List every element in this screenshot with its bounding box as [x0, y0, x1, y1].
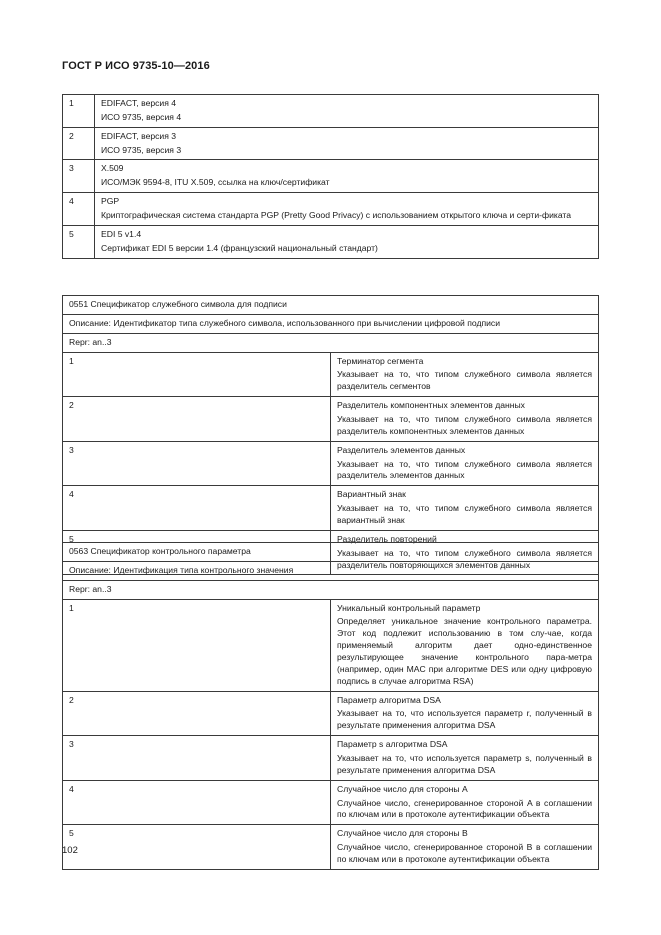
- row-code: 1: [63, 599, 331, 691]
- row-content: [331, 352, 599, 397]
- row-description: Указывает на то, что типом служебного символа является вариантный знак: [337, 503, 592, 526]
- row-term: Уникальный контрольный параметр: [337, 602, 481, 613]
- row-description: Случайное число, сгенерированное стороной A в соглашении по ключам или в протоколе аутентификации объекта: [337, 797, 592, 820]
- row-description: ИСО/МЭК 9594-8, ITU X.509, ссылка на ключ/сертификат: [101, 177, 330, 188]
- row-term: Параметр алгоритма DSA: [337, 694, 441, 705]
- row-term: Случайное число для стороны B: [337, 828, 468, 839]
- row-term: EDIFACT, версия 4: [101, 98, 177, 108]
- row-content: [95, 193, 599, 226]
- row-term: Разделитель повторений: [337, 533, 437, 544]
- row-term: EDIFACT, версия 3: [101, 130, 177, 141]
- element-repr: Repr: an..3: [63, 333, 599, 352]
- row-code: 3: [63, 160, 95, 193]
- row-code: 5: [63, 825, 331, 870]
- element-repr: Repr: an..3: [63, 580, 599, 599]
- element-title: 0551 Спецификатор служебного символа для подписи: [63, 296, 599, 315]
- row-description: Указывает на то, что типом служебного символа является разделитель элементов данных: [337, 458, 592, 481]
- row-content: [331, 441, 599, 486]
- row-term: X.509: [101, 163, 124, 174]
- table-header-row: [63, 333, 599, 352]
- row-content: [95, 160, 599, 193]
- row-code: 2: [63, 691, 331, 736]
- row-content: [95, 95, 599, 128]
- row-code: 2: [63, 127, 95, 160]
- row-term: Разделитель компонентных элементов данных: [337, 400, 525, 411]
- row-content: [95, 127, 599, 160]
- row-term: Разделитель элементов данных: [337, 444, 466, 455]
- table-header-row: [63, 296, 599, 315]
- table-row: [63, 352, 599, 397]
- table-row: [63, 599, 599, 691]
- row-content: [331, 397, 599, 442]
- row-code: 5: [63, 225, 95, 258]
- page-number: 102: [62, 845, 78, 856]
- element-description: Описание: Идентификация типа контрольного значения: [63, 561, 599, 580]
- row-term: Вариантный знак: [337, 489, 406, 500]
- row-code: 4: [63, 486, 331, 531]
- row-description: ИСО 9735, версия 3: [101, 144, 182, 155]
- document-title: ГОСТ Р ИСО 9735-10—2016: [62, 60, 210, 72]
- table-row: [63, 486, 599, 531]
- row-term: PGP: [101, 196, 120, 207]
- row-content: [331, 780, 599, 825]
- row-description: Случайное число, сгенерированное стороной B в соглашении по ключам или в протоколе аутентификации объекта: [337, 842, 592, 865]
- row-code: 3: [63, 441, 331, 486]
- row-term: Случайное число для стороны A: [337, 783, 468, 794]
- row-description: Указывает на то, что используется параметр s, полученный в результате применения алгоритма DSA: [337, 753, 592, 775]
- row-description: Определяет уникальное значение контрольного параметра. Этот код подлежит использованию в том слу-чае, когда применяемый алгоритм дает одно-единственное результирующее значение контрольного пара-метра (например, один MAC при алгоритме DES или одну цифровую подпись в случае алгоритма RSA): [337, 616, 592, 686]
- element-0551-table: [62, 295, 599, 575]
- row-description: Указывает на то, что типом служебного символа является разделитель сегментов: [337, 369, 592, 392]
- row-content: [331, 599, 599, 691]
- table-row: [63, 160, 599, 193]
- table-row: [63, 193, 599, 226]
- row-term: EDI 5 v1.4: [101, 228, 142, 239]
- table-row: [63, 691, 599, 736]
- row-code: 4: [63, 193, 95, 226]
- table-header-row: [63, 561, 599, 580]
- row-content: [331, 691, 599, 736]
- element-description: Описание: Идентификатор типа служебного символа, использованного при вычислении цифровой подписи: [63, 314, 599, 333]
- table-header-row: [63, 543, 599, 562]
- table-row: [63, 397, 599, 442]
- row-code: 4: [63, 780, 331, 825]
- row-description: Сертификат EDI 5 версии 1.4 (французский национальный стандарт): [101, 242, 378, 253]
- code-list-table-continued: [62, 94, 599, 259]
- row-code: 1: [63, 352, 331, 397]
- row-content: [331, 825, 599, 870]
- row-term: Параметр s алгоритма DSA: [337, 739, 448, 750]
- table-header-row: [63, 314, 599, 333]
- table-row: [63, 441, 599, 486]
- row-content: [331, 486, 599, 531]
- table-row: [63, 95, 599, 128]
- row-description: Указывает на то, что типом служебного символа является разделитель повторяющихся элементов данных: [337, 547, 592, 570]
- table-header-row: [63, 580, 599, 599]
- element-title: 0563 Спецификатор контрольного параметра: [63, 543, 599, 562]
- table-row: [63, 780, 599, 825]
- row-description: Указывает на то, что типом служебного символа является разделитель компонентных элементов данных: [337, 414, 592, 436]
- row-code: 1: [63, 95, 95, 128]
- row-description: Указывает на то, что используется параметр r, полученный в результате применения алгоритма DSA: [337, 708, 592, 731]
- row-code: 5: [63, 530, 331, 575]
- row-content: [95, 225, 599, 258]
- table-row: [63, 736, 599, 781]
- table-row: [63, 825, 599, 870]
- element-0563-table: [62, 542, 599, 870]
- row-code: 3: [63, 736, 331, 781]
- row-code: 2: [63, 397, 331, 442]
- table-row: [63, 127, 599, 160]
- table-row: [63, 225, 599, 258]
- row-term: Терминатор сегмента: [337, 355, 424, 366]
- row-description: Криптографическая система стандарта PGP (Pretty Good Privacy) с использованием открытого ключа и серти-фиката: [101, 210, 572, 221]
- row-content: [331, 736, 599, 781]
- row-description: ИСО 9735, версия 4: [101, 111, 182, 122]
